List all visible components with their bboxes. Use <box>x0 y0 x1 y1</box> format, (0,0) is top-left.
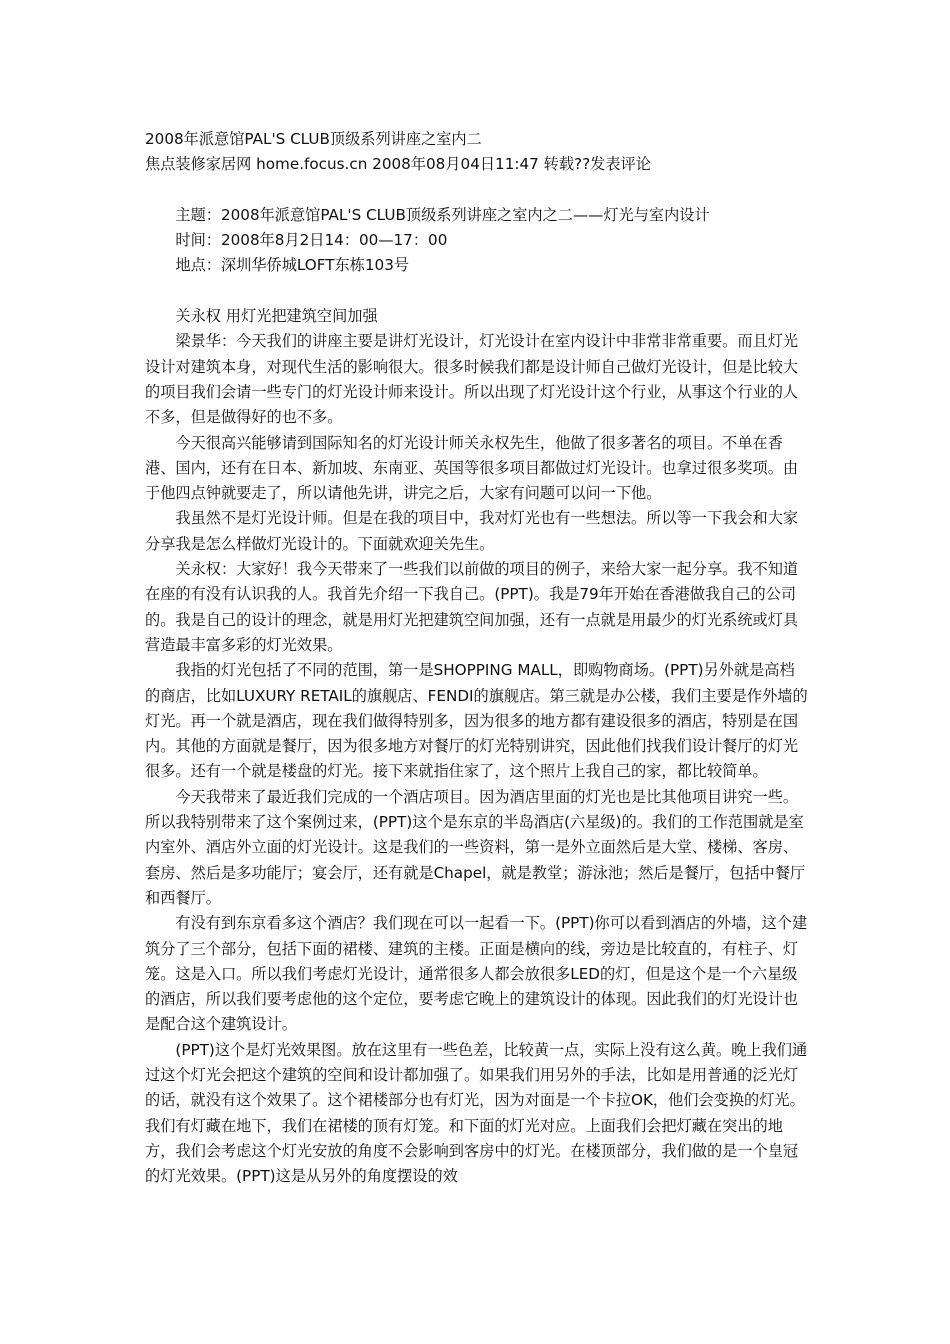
paragraph: 我虽然不是灯光设计师。但是在我的项目中，我对灯光也有一些想法。所以等一下我会和大家分享我是怎么样做灯光设计的。下面就欢迎关先生。 <box>145 509 799 553</box>
paragraph: 今天我带来了最近我们完成的一个酒店项目。因为酒店里面的灯光也是比其他项目讲究一些。所以我特别带来了这个案例过来，(PPT)这个是东京的半岛酒店(六星级)的。我们的工作范围就是室内室外、酒店外立面的灯光设计。这是我们的一些资料，第一是外立面然后是大堂、楼梯、客房、套房、然后是多功能厅；宴会厅，还有就是Chapel，就是教堂；游泳池；然后是餐厅，包括中餐厅和西餐厅。 <box>145 787 806 907</box>
event-topic: 主题：2008年派意馆PAL'S CLUB顶级系列讲座之室内之二——灯光与室内设计 <box>175 205 710 224</box>
paragraph: 我指的灯光包括了不同的范围，第一是SHOPPING MALL，即购物商场。(PPT)另外就是高档的商店，比如LUXURY RETAIL的旗舰店、FENDI的旗舰店。第三就是办公楼，我们主要是作外墙的灯光。再一个就是酒店，现在我们做得特别多，因为很多的地方都有建设很多的酒店，特别是在国内。其他的方面就是餐厅，因为很多地方对餐厅的灯光特别讲究，因此他们找我们设计餐厅的灯光很多。还有一个就是楼盘的灯光。接下来就指住家了，这个照片上我自己的家，都比较简单。 <box>145 661 808 781</box>
article-title: 2008年派意馆PAL'S CLUB顶级系列讲座之室内二 <box>145 130 482 148</box>
paragraph: 今天很高兴能够请到国际知名的灯光设计师关永权先生，他做了很多著名的项目。不单在香港、国内，还有在日本、新加坡、东南亚、英国等很多项目都做过灯光设计。也拿过很多奖项。由于他四点钟就要走了，所以请他先讲，讲完之后，大家有问题可以问一下他。 <box>145 433 799 503</box>
event-place: 地点：深圳华侨城LOFT东栋103号 <box>175 256 410 275</box>
paragraph: 梁景华：今天我们的讲座主要是讲灯光设计，灯光设计在室内设计中非常非常重要。而且灯光设计对建筑本身，对现代生活的影响很大。很多时候我们都是设计师自己做灯光设计，但是比较大的项目我们会请一些专门的灯光设计师来设计。所以出现了灯光设计这个行业，从事这个行业的人不多，但是做得好的也不多。 <box>145 332 799 427</box>
article-subtitle: 关永权 用灯光把建筑空间加强 <box>175 307 378 326</box>
document-body <box>145 127 808 1189</box>
event-time: 时间：2008年8月2日14：00—17：00 <box>175 231 448 250</box>
spacer <box>145 178 808 203</box>
paragraph: (PPT)这个是灯光效果图。放在这里有一些色差，比较黄一点，实际上没有这么黄。晚上我们通过这个灯光会把这个建筑的空间和设计都加强了。如果我们用另外的手法，比如是用普通的泛光灯的话，就没有这个效果了。这个裙楼部分也有灯光，因为对面是一个卡拉OK，他们会变换的灯光。我们有灯藏在地下，我们在裙楼的顶有灯笼。和下面的灯光对应。上面我们会把灯藏在突出的地方，我们会考虑这个灯光安放的角度不会影响到客房中的灯光。在楼顶部分，我们做的是一个皇冠的灯光效果。(PPT)这是从另外的角度摆设的效 <box>145 1040 808 1186</box>
paragraph: 有没有到东京看多这个酒店？我们现在可以一起看一下。(PPT)你可以看到酒店的外墙，这个建筑分了三个部分，包括下面的裙楼、建筑的主楼。正面是横向的线，旁边是比较直的，有柱子、灯笼。这是入口。所以我们考虑灯光设计，通常很多人都会放很多LED的灯，但是这个是一个六星级的酒店，所以我们要考虑他的这个定位，要考虑它晚上的建筑设计的体现。因此我们的灯光设计也是配合这个建筑设计。 <box>145 914 808 1034</box>
article-source-line: 焦点装修家居网 home.focus.cn 2008年08月04日11:47 转载??发表评论 <box>145 155 651 174</box>
paragraph: 关永权：大家好！我今天带来了一些我们以前做的项目的例子，来给大家一起分享。我不知道在座的有没有认识我的人。我首先介绍一下我自己。(PPT)。我是79年开始在香港做我自己的公司的。我是自己的设计的理念，就是用灯光把建筑空间加强，还有一点就是用最少的灯光系统或灯具营造最丰富多彩的灯光效果。 <box>145 560 799 654</box>
spacer <box>145 279 808 304</box>
